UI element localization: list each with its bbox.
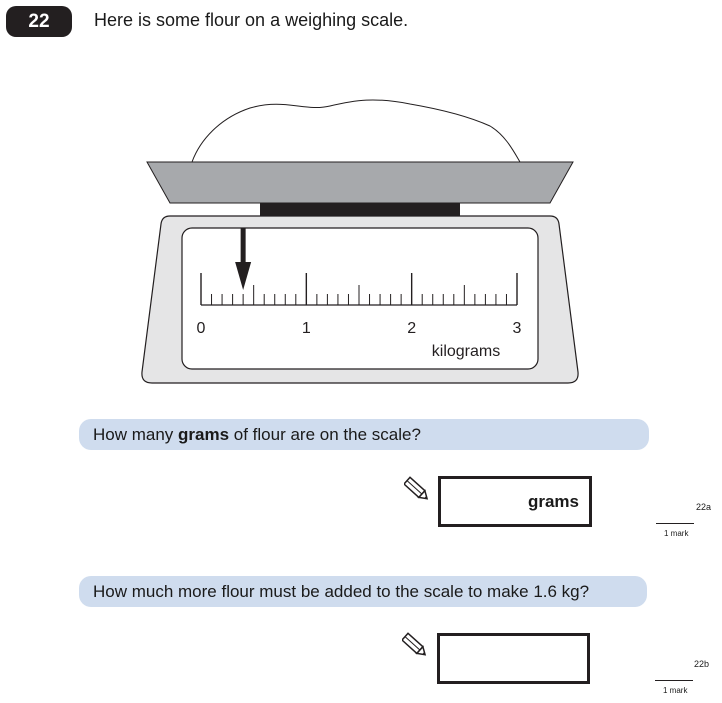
tick-label-1: 1 <box>301 320 311 337</box>
mark-label-a: 1 mark <box>664 529 689 538</box>
answer-a-input[interactable] <box>438 476 592 527</box>
answer-a-unit: grams <box>527 491 579 511</box>
question-a-prompt: How many grams of flour are on the scale? <box>79 419 649 450</box>
question-b-prompt: How much more flour must be added to the scale to make 1.6 kg? <box>79 576 647 607</box>
question-ref-22a: 22a <box>696 502 712 512</box>
scale-pan <box>147 162 573 203</box>
tick-label-3: 3 <box>512 320 522 337</box>
pencil-icon <box>404 474 430 504</box>
question-number: 22 <box>6 6 72 37</box>
scale-stem <box>260 203 460 216</box>
tick-label-0: 0 <box>196 320 206 337</box>
pointer-arrow-shaft <box>241 228 246 264</box>
answer-b-input[interactable] <box>437 633 590 684</box>
unit-label: kilograms <box>431 343 501 360</box>
flour-mound <box>192 100 520 162</box>
mark-line-a <box>656 523 694 524</box>
mark-label-b: 1 mark <box>663 686 688 695</box>
question-intro: Here is some flour on a weighing scale. <box>94 10 409 30</box>
tick-label-2: 2 <box>407 320 417 337</box>
question-ref-22b: 22b <box>694 659 710 669</box>
mark-line-b <box>655 680 693 681</box>
pencil-icon <box>402 630 428 660</box>
